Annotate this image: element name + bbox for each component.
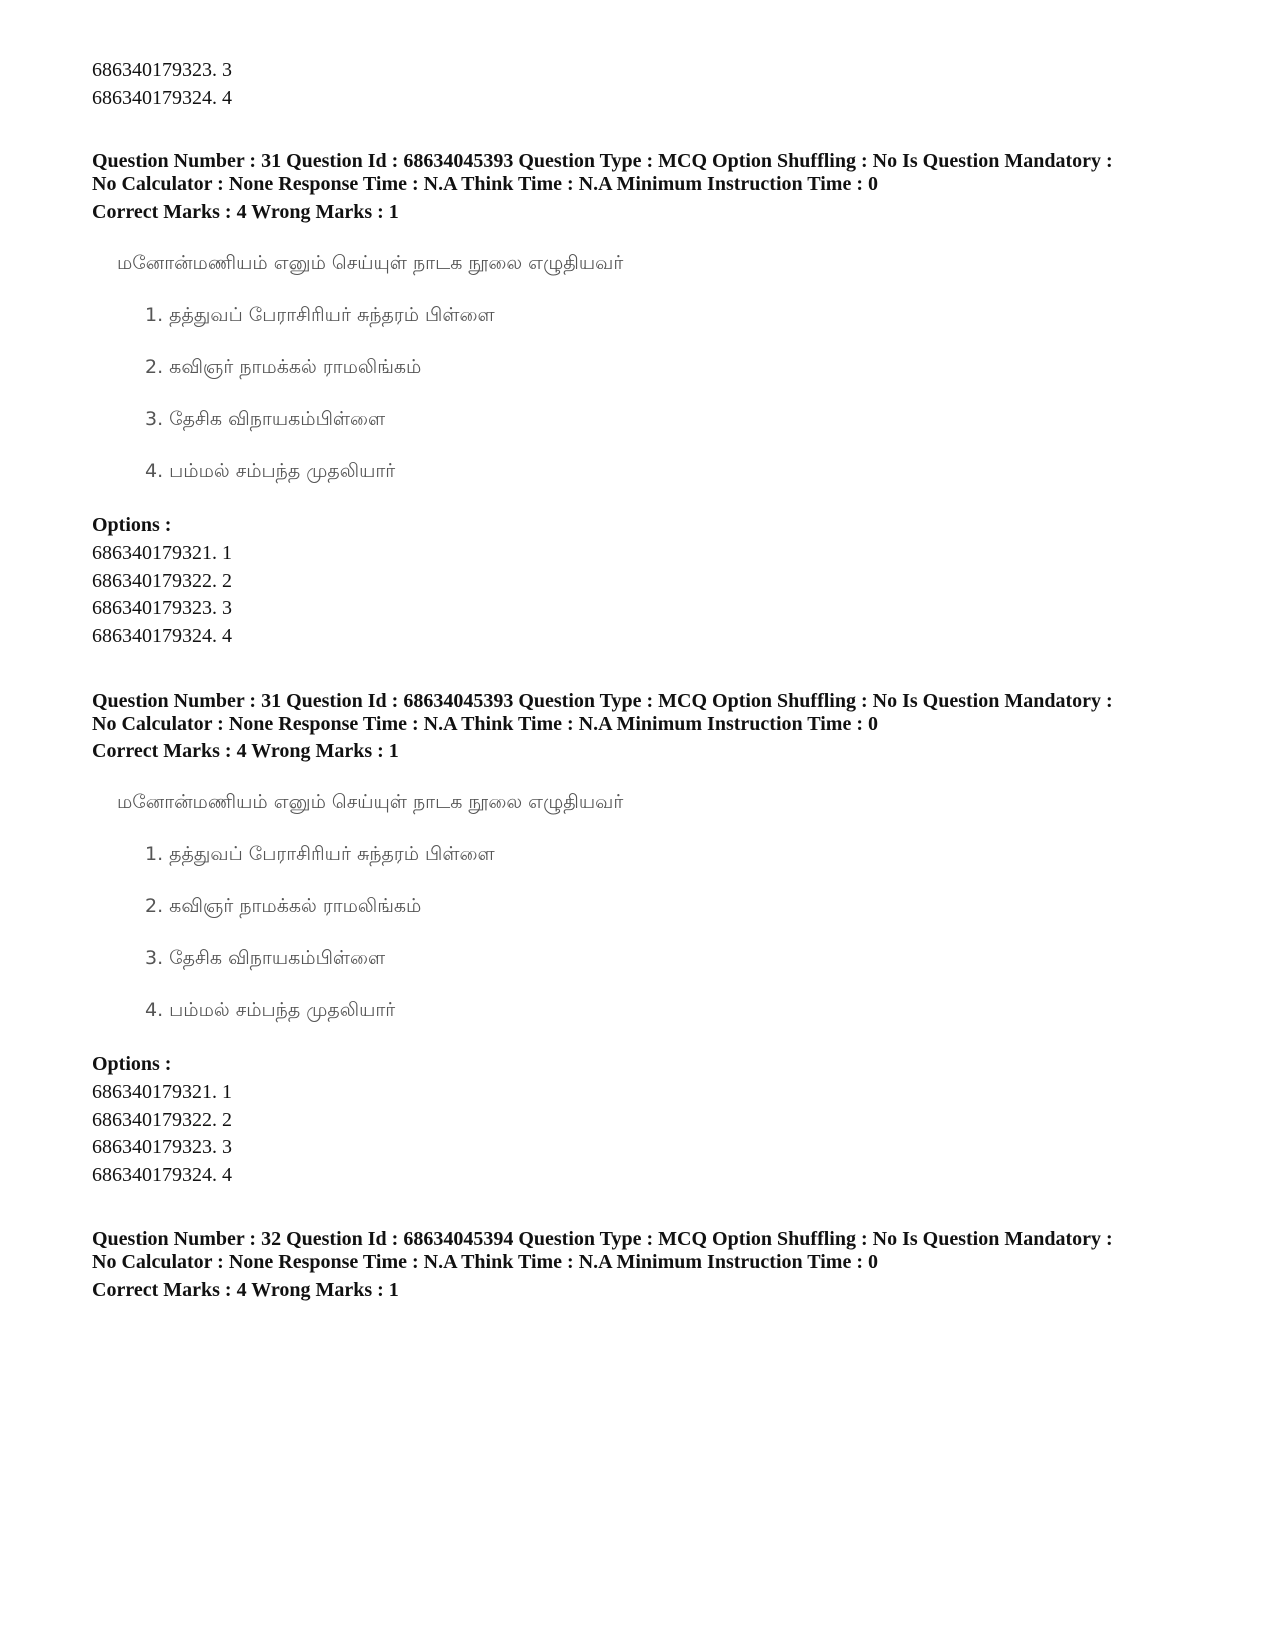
option-line: 686340179324. 4 [92, 1164, 232, 1186]
question-marks: Correct Marks : 4 Wrong Marks : 1 [92, 740, 399, 762]
answer-choice: 4. பம்மல் சம்பந்த முதலியார் [145, 460, 396, 482]
options-label: Options : [92, 1053, 172, 1075]
question-text: மனோன்மணியம் எனும் செய்யுள் நாடக நூலை எழுதியவர் [117, 252, 624, 274]
option-line: 686340179322. 2 [92, 570, 232, 592]
option-line: 686340179323. 3 [92, 597, 232, 619]
option-line: 686340179321. 1 [92, 542, 232, 564]
question-header-line2: No Calculator : None Response Time : N.A Think Time : N.A Minimum Instruction Time : 0 [92, 713, 878, 735]
answer-choice: 4. பம்மல் சம்பந்த முதலியார் [145, 999, 396, 1021]
answer-choice: 3. தேசிக விநாயகம்பிள்ளை [145, 408, 386, 430]
question-header-line1: Question Number : 32 Question Id : 68634045394 Question Type : MCQ Option Shuffling : No Is Question Mandatory : [92, 1228, 1113, 1250]
option-line: 686340179323. 3 [92, 1136, 232, 1158]
options-label: Options : [92, 514, 172, 536]
question-header-line2: No Calculator : None Response Time : N.A Think Time : N.A Minimum Instruction Time : 0 [92, 1251, 878, 1273]
option-line: 686340179324. 4 [92, 87, 232, 109]
option-line: 686340179324. 4 [92, 625, 232, 647]
question-text: மனோன்மணியம் எனும் செய்யுள் நாடக நூலை எழுதியவர் [117, 791, 624, 813]
question-marks: Correct Marks : 4 Wrong Marks : 1 [92, 201, 399, 223]
question-header-line1: Question Number : 31 Question Id : 68634045393 Question Type : MCQ Option Shuffling : No Is Question Mandatory : [92, 690, 1113, 712]
answer-choice: 1. தத்துவப் பேராசிரியர் சுந்தரம் பிள்ளை [145, 843, 495, 865]
option-line: 686340179323. 3 [92, 59, 232, 81]
answer-choice: 3. தேசிக விநாயகம்பிள்ளை [145, 947, 386, 969]
question-header-line1: Question Number : 31 Question Id : 68634045393 Question Type : MCQ Option Shuffling : No Is Question Mandatory : [92, 150, 1113, 172]
option-line: 686340179322. 2 [92, 1109, 232, 1131]
question-header-line2: No Calculator : None Response Time : N.A Think Time : N.A Minimum Instruction Time : 0 [92, 173, 878, 195]
question-marks: Correct Marks : 4 Wrong Marks : 1 [92, 1279, 399, 1301]
option-line: 686340179321. 1 [92, 1081, 232, 1103]
answer-choice: 1. தத்துவப் பேராசிரியர் சுந்தரம் பிள்ளை [145, 304, 495, 326]
answer-choice: 2. கவிஞர் நாமக்கல் ராமலிங்கம் [145, 356, 422, 378]
answer-choice: 2. கவிஞர் நாமக்கல் ராமலிங்கம் [145, 895, 422, 917]
